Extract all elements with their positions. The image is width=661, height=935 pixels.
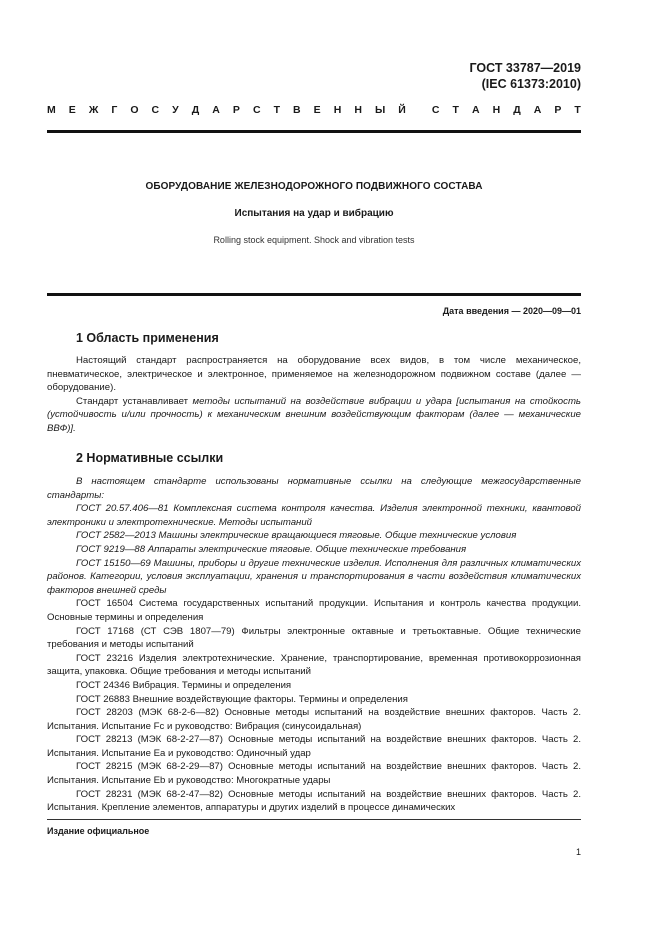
- banner-letter: Д: [191, 104, 200, 116]
- banner-letter: О: [130, 104, 139, 116]
- header-rule: [47, 130, 581, 133]
- banner-letter: Р: [554, 104, 562, 116]
- normative-reference-item: ГОСТ 26883 Внешние воздействующие факторы. Термины и определения: [76, 693, 408, 705]
- banner-letter: Д: [513, 104, 521, 116]
- scope-text-italic: методы испытаний на воздействие вибрации и удара [испытания на стойкость (устойчивость и/или прочность) к механическим внешним воздействующим факторам (далее — механические ВВФ)].: [47, 395, 581, 434]
- banner-letter: С: [151, 104, 160, 116]
- normative-reference-item: ГОСТ 23216 Изделия электротехнические. Хранение, транспортирование, временная противокоррозионная защита, упаковка. Общие требования и методы испытаний: [47, 652, 581, 678]
- title-rule: [47, 293, 581, 296]
- banner-letter: Р: [232, 104, 240, 116]
- interstate-standard-banner: [47, 104, 581, 116]
- banner-letter: Н: [333, 104, 342, 116]
- normative-reference-item: ГОСТ 15150—69 Машины, приборы и другие технические изделия. Исполнения для различных климатических районов. Категории, условия эксплуатации, хранения и транспортирования в части воздействия климатических факторов внешней среды: [47, 557, 581, 596]
- document-title-english: Rolling stock equipment. Shock and vibration tests: [213, 235, 415, 245]
- document-subtitle: Испытания на удар и вибрацию: [234, 208, 394, 219]
- banner-letter: Т: [452, 104, 459, 116]
- banner-letter: А: [471, 104, 480, 116]
- section-1-heading: 1 Область применения: [76, 331, 219, 345]
- normative-reference-item: ГОСТ 20.57.406—81 Комплексная система контроля качества. Изделия электронной техники, квантовой электроники и электротехнические. Методы испытаний: [47, 503, 581, 528]
- normative-reference-item: ГОСТ 28203 (МЭК 68-2-6—82) Основные методы испытаний на воздействие внешних факторов. Часть 2. Испытания. Испытание Fc и руководство: Вибрация (синусоидальная): [47, 707, 581, 732]
- section-1-paragraph-1: Настоящий стандарт распространяется на оборудование всех видов, в том числе механическое, пневматическое, электрическое и электронное, применяемое на железнодорожном подвижном составе (далее — оборудование).: [47, 355, 581, 394]
- banner-letter: Н: [492, 104, 501, 116]
- banner-letter: М: [47, 104, 56, 116]
- document-title: ОБОРУДОВАНИЕ ЖЕЛЕЗНОДОРОЖНОГО ПОДВИЖНОГО СОСТАВА: [145, 181, 483, 192]
- section-2-intro: В настоящем стандарте использованы нормативные ссылки на следующие межгосударственные стандарты:: [47, 476, 581, 501]
- banner-letter: Е: [313, 104, 321, 116]
- introduction-date: Дата введения — 2020—09—01: [442, 306, 581, 316]
- scope-text-regular: Стандарт устанавливает: [76, 395, 193, 407]
- banner-letter: Г: [111, 104, 118, 116]
- section-2-heading: 2 Нормативные ссылки: [76, 451, 224, 465]
- section-2-body: [47, 475, 581, 815]
- banner-letter: Ы: [374, 104, 386, 116]
- banner-letter: Й: [398, 104, 406, 116]
- section-1-paragraph-2: [47, 395, 581, 436]
- banner-letter: Т: [574, 104, 581, 116]
- banner-letter: С: [431, 104, 440, 116]
- banner-letter: С: [252, 104, 261, 116]
- standard-number-gost: ГОСТ 33787—2019: [469, 61, 581, 75]
- standard-number-iec: (IEC 61373:2010): [481, 77, 581, 91]
- banner-letter: Т: [273, 104, 280, 116]
- normative-reference-item: ГОСТ 28231 (МЭК 68-2-47—82) Основные методы испытаний на воздействие внешних факторов. Часть 2. Испытания. Крепление элементов, аппаратуры и других изделий в процессе динамических: [47, 788, 581, 814]
- normative-reference-item: ГОСТ 9219—88 Аппараты электрические тяговые. Общие технические требования: [76, 543, 467, 555]
- banner-letter: У: [172, 104, 179, 116]
- banner-letter: В: [293, 104, 301, 116]
- banner-letter: Ж: [88, 104, 99, 116]
- banner-letter: Н: [354, 104, 362, 116]
- normative-reference-item: ГОСТ 24346 Вибрация. Термины и определения: [76, 679, 292, 691]
- official-edition-label: Издание официальное: [47, 826, 150, 836]
- normative-reference-item: ГОСТ 2582—2013 Машины электрические вращающиеся тяговые. Общие технические условия: [76, 530, 517, 542]
- normative-reference-item: ГОСТ 28213 (МЭК 68-2-27—87) Основные методы испытаний на воздействие внешних факторов. Часть 2. Испытания. Испытание Еа и руководство: Одиночный удар: [47, 734, 581, 759]
- page-number: 1: [575, 847, 581, 857]
- banner-letter: А: [533, 104, 542, 116]
- standard-number: [469, 60, 581, 92]
- banner-letter: А: [212, 104, 220, 116]
- normative-reference-item: ГОСТ 17168 (СТ СЭВ 1807—79) Фильтры электронные октавные и третьоктавные. Общие технические требования и методы испытаний: [47, 625, 581, 651]
- banner-letter: Е: [68, 104, 76, 116]
- footer-rule: [47, 819, 581, 820]
- normative-reference-item: ГОСТ 16504 Система государственных испытаний продукции. Испытания и контроль качества продукции. Основные термины и определения: [47, 598, 581, 623]
- section-1-body: [47, 354, 581, 436]
- normative-reference-item: ГОСТ 28215 (МЭК 68-2-29—87) Основные методы испытаний на воздействие внешних факторов. Часть 2. Испытания. Испытание Eb и руководство: Многократные удары: [47, 761, 581, 787]
